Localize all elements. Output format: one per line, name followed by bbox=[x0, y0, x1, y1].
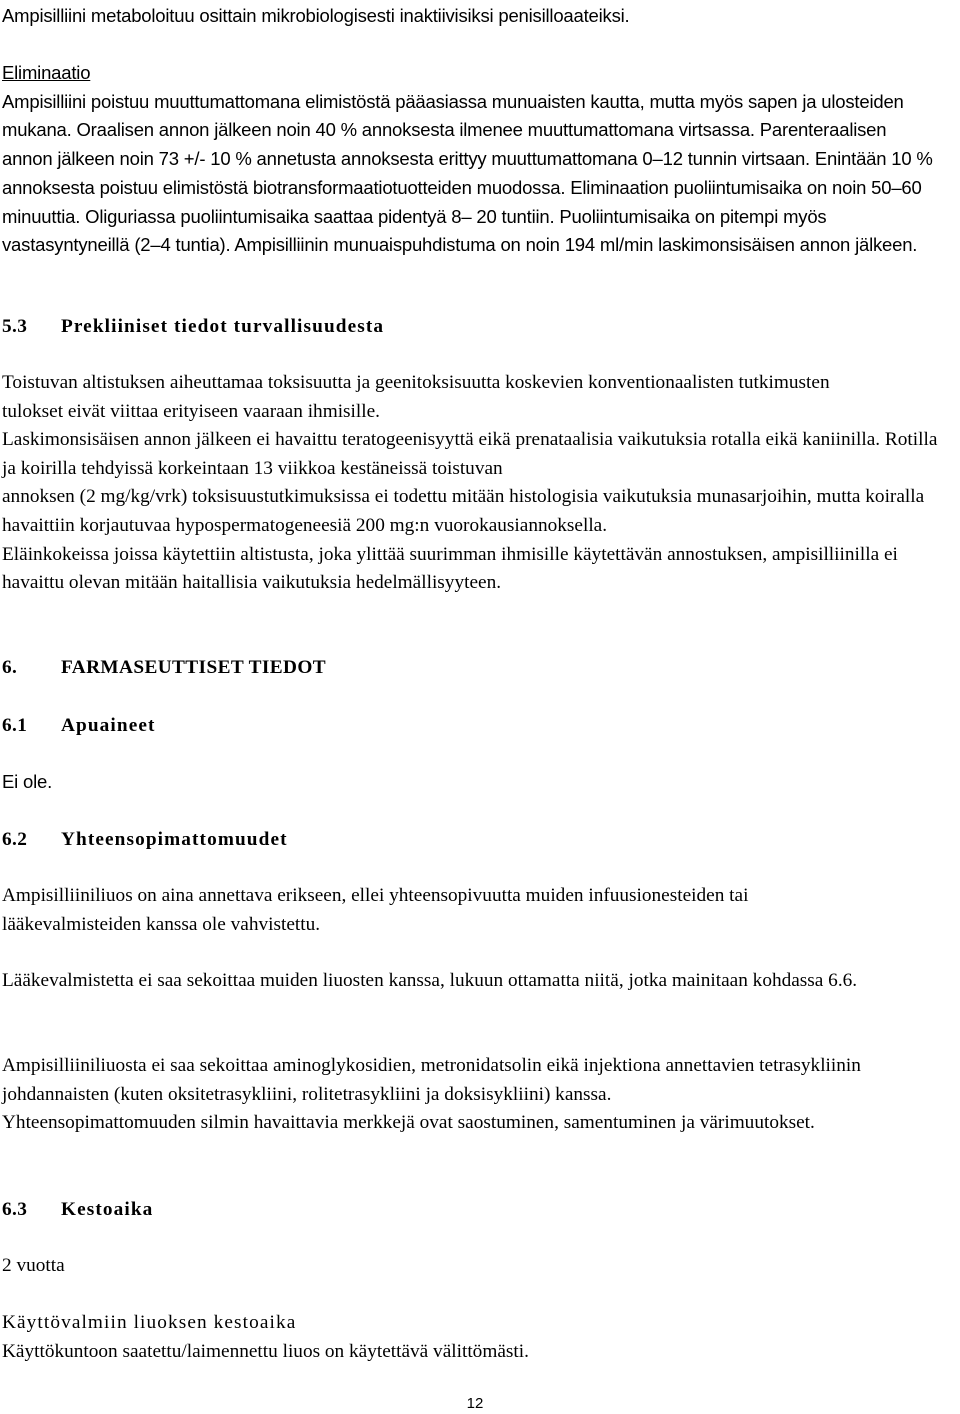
section-title: FARMASEUTTISET TIEDOT bbox=[61, 657, 327, 678]
elimination-title: Eliminaatio bbox=[2, 62, 91, 83]
section-heading-6-3 bbox=[2, 1196, 153, 1224]
page-number: 12 bbox=[466, 1395, 484, 1412]
section-number: 6. bbox=[2, 657, 18, 678]
section-number: 6.1 bbox=[2, 715, 28, 736]
reconstituted-shelf-life-text: Käyttökuntoon saatettu/laimennettu liuos on käytettävä välittömästi. bbox=[2, 1341, 529, 1362]
shelf-life-text: 2 vuotta bbox=[2, 1255, 65, 1276]
section-title: Kestoaika bbox=[61, 1199, 154, 1220]
section-heading-5-3 bbox=[2, 313, 384, 341]
preclinical-para-1: Toistuvan altistuksen aiheuttamaa toksisuutta ja geenitoksisuutta koskevien konventionaalisten tutkimusten tulokset eivät viittaa erityiseen vaaraan ihmisille. bbox=[2, 372, 830, 422]
section-number: 6.3 bbox=[2, 1199, 28, 1220]
preclinical-para-2-line-1: Laskimonsisäisen annon jälkeen ei havaittu teratogeenisyyttä eikä prenataalisia vaikutuksia rotalla eikä kaniinilla. Rotilla ja koirilla tehdyissä korkeintaan 13 viikkoa kestäneissä toistuvan bbox=[2, 429, 938, 479]
section-number: 6.2 bbox=[2, 829, 28, 850]
preclinical-para-3: Eläinkokeissa joissa käytettiin altistusta, joka ylittää suurimman ihmisille käytettävän annostuksen, ampisilliinilla ei havaittu olevan mitään haitallisia vaikutuksia hedelmällisyyteen. bbox=[2, 543, 898, 594]
elimination-block bbox=[2, 59, 938, 260]
preclinical-block bbox=[2, 369, 952, 598]
incompatibility-para-3 bbox=[2, 1052, 902, 1138]
incompatibility-para-3a: Ampisilliiniliuosta ei saa sekoittaa aminoglykosidien, metronidatsolin eikä injektiona annettavien tetrasykliinin johdannaisten (kuten oksitetrasykliini, rolitetrasykliini ja doksisykliini) kanssa. bbox=[2, 1055, 861, 1105]
section-heading-6-2 bbox=[2, 826, 288, 854]
preclinical-para-2-line-2: annoksen (2 mg/kg/vrk) toksisuustutkimuksissa ei todettu mitään histologisia vaikutuksia munasarjoihin, mutta koiralla havaittiin korjautuvaa hypospermatogeneesiä 200 mg:n vuorokausiannoksella. bbox=[2, 486, 925, 536]
section-title: Apuaineet bbox=[61, 715, 156, 736]
elimination-text: Ampisilliini poistuu muuttumattomana elimistöstä pääasiassa munuaisten kautta, mutta myös sapen ja ulosteiden mukana. Oraalisen annon jälkeen noin 40 % annoksesta ilmenee muuttumattomana virtsassa. Parenteraalisen annon jälkeen noin 73 +/- 10 % annetusta annoksesta erittyy muuttumattomana 0‒12 tunnin virtsaan. Enintään 10 % annoksesta poistuu elimistöstä biotransformaatiotuotteiden muodossa. Eliminaation puoliintumisaika on noin 50‒60 minuuttia. Oliguriassa puoliintumisaika saattaa pidentyä 8‒ 20 tuntiin. Puoliintumisaika on pitempi myös vastasyntyneillä (2‒4 tuntia). Ampisilliinin munuaispuhdistuma on noin 194 ml/min laskimonsisäisen annon jälkeen. bbox=[2, 90, 933, 256]
section-title: Prekliiniset tiedot turvallisuudesta bbox=[61, 316, 385, 337]
reconstituted-shelf-life-heading: Käyttövalmiin liuoksen kestoaika bbox=[2, 1312, 297, 1333]
section-number: 5.3 bbox=[2, 316, 28, 337]
excipients-text: Ei ole. bbox=[2, 771, 53, 792]
section-heading-6 bbox=[2, 654, 326, 682]
metabolism-text: Ampisilliini metaboloituu osittain mikrobiologisesti inaktiivisiksi penisilloaateiksi. bbox=[2, 5, 630, 26]
section-heading-6-1 bbox=[2, 712, 156, 740]
incompatibility-para-3b: Yhteensopimattomuuden silmin havaittavia merkkejä ovat saostuminen, samentuminen ja värimuutokset. bbox=[2, 1112, 815, 1134]
incompatibility-para-1: Ampisilliiniliuos on aina annettava erikseen, ellei yhteensopivuutta muiden infuusionesteiden tai lääkevalmisteiden kanssa ole vahvistettu. bbox=[2, 885, 749, 935]
section-title: Yhteensopimattomuudet bbox=[61, 829, 288, 850]
incompatibility-para-2: Lääkevalmistetta ei saa sekoittaa muiden liuosten kanssa, lukuun ottamatta niitä, jotka mainitaan kohdassa 6.6. bbox=[2, 970, 858, 991]
